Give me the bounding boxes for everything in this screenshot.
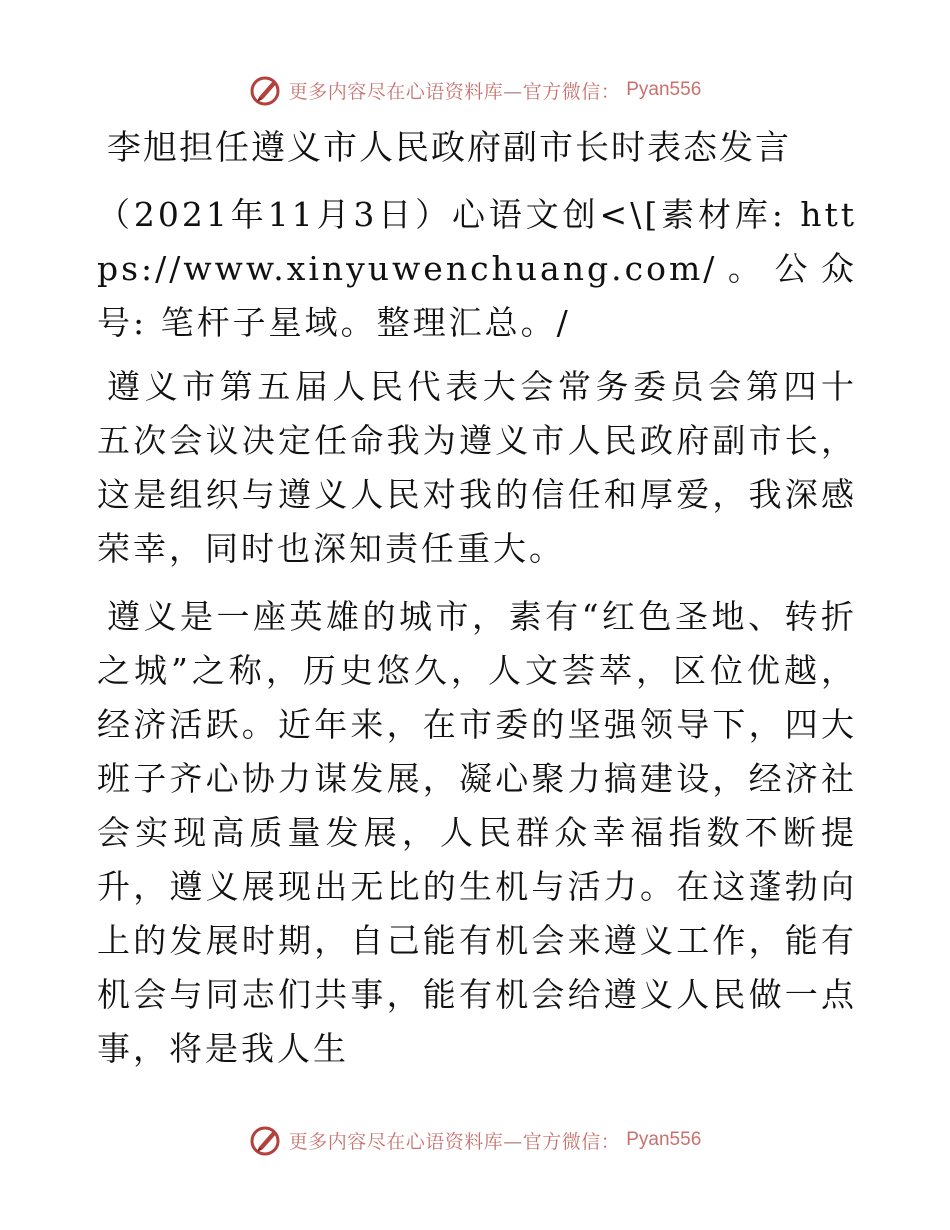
watermark-suffix: 官方微信：: [522, 80, 621, 103]
watermark-main: 更多内容尽在心语资料库: [288, 80, 504, 103]
pen-logo-icon: [249, 1123, 283, 1157]
paragraph-zunyi: 遵义是一座英雄的城市，素有“红色圣地、转折之城”之称，历史悠久，人文荟萃，区位优越，经济活跃。近年来，在市委的坚强领导下，四大班子齐心协力谋发展，凝心聚力搞建设，经济社会实现高质量发展，人民群众幸福指数不断提升，遵义展现出无比的生机与活力。在这蓬勃向上的发展时期，自己能有机会来遵义工作，能有机会与同志们共事，能有机会给遵义人民做一点事，将是我人生: [97, 597, 857, 1068]
footer-watermark: [0, 1120, 950, 1160]
document-title: 李旭担任遵义市人民政府副市长时表态发言: [107, 128, 791, 168]
header-watermark: [0, 70, 950, 110]
pen-logo-icon: [249, 73, 283, 107]
paragraph-appointment: 遵义市第五届人民代表大会常务委员会第四十五次会议决定任命我为遵义市人民政府副市长，这是组织与遵义人民对我的信任和厚爱，我深感荣幸，同时也深知责任重大。: [97, 367, 857, 568]
document-body: [97, 120, 857, 1090]
paragraph-date-source: （2021年11月3日）心语文创<\[素材库: https://www.xinyuwenchuang.com/。公众号: 笔杆子星域。整理汇总。/: [97, 195, 857, 342]
watermark-text: [289, 77, 621, 104]
watermark-main: 更多内容尽在心语资料库: [288, 1130, 504, 1153]
watermark-separator: —: [503, 80, 523, 103]
watermark-suffix: 官方微信：: [522, 1130, 621, 1153]
watermark-wechat-id: Pyan556: [626, 79, 702, 100]
watermark-wechat-id: Pyan556: [626, 1129, 702, 1150]
watermark-separator: —: [503, 1130, 523, 1153]
watermark-text: [289, 1127, 621, 1154]
